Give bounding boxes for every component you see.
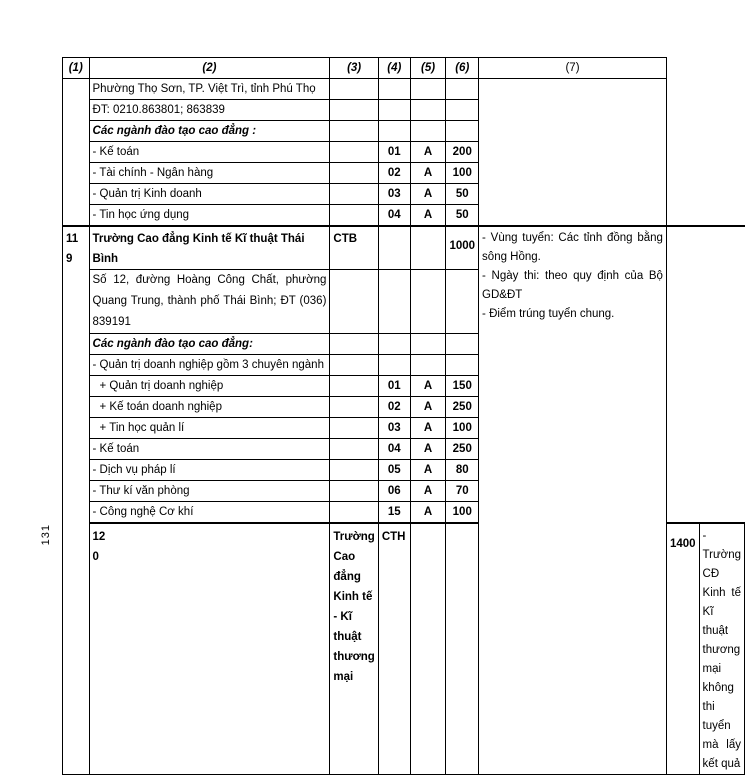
program-name: - Quản trị Kinh doanh (89, 184, 330, 205)
school-row-119 (63, 226, 745, 270)
note-line: - Điểm trúng tuyển chung. (482, 308, 615, 320)
page-number: 131 (40, 524, 52, 546)
code-cell (330, 460, 378, 481)
program-block: A (410, 397, 446, 418)
program-block: A (410, 460, 446, 481)
program-code: 01 (378, 376, 410, 397)
code-cell (330, 439, 378, 460)
header-col-6: (6) (446, 58, 479, 79)
code-cell (330, 397, 378, 418)
header-col-2: (2) (89, 58, 330, 79)
program-block: A (410, 376, 446, 397)
header-col-4: (4) (378, 58, 410, 79)
school-code: CTH (378, 523, 410, 775)
program-block: A (410, 205, 446, 227)
school-total: 1000 (446, 226, 479, 270)
program-quota: 100 (446, 418, 479, 439)
school-name: Trường Cao đẳng Kinh tế Kĩ thuật Thái Bình (89, 226, 330, 270)
program-code: 02 (378, 163, 410, 184)
program-name: + Tin học quản lí (89, 418, 330, 439)
program-name: + Kế toán doanh nghiệp (89, 397, 330, 418)
school-code: CTB (330, 226, 378, 270)
program-code: 01 (378, 142, 410, 163)
program-quota: 50 (446, 184, 479, 205)
code-cell (330, 418, 378, 439)
code-cell (330, 376, 378, 397)
program-quota: 70 (446, 481, 479, 502)
program-block: A (410, 502, 446, 524)
phone-line: ĐT: 0210.863801; 863839 (89, 100, 330, 121)
program-code: 03 (378, 184, 410, 205)
school-number (63, 226, 90, 775)
school-notes (479, 226, 667, 775)
program-quota: 200 (446, 142, 479, 163)
table-row (63, 79, 745, 100)
notes-cell (479, 79, 667, 227)
school-number-line2: 9 (66, 253, 73, 265)
note-line: - Ngày thi: theo quy định của Bộ GD&ĐT (482, 270, 663, 301)
row-number-cell (63, 79, 90, 227)
program-name: - Thư kí văn phòng (89, 481, 330, 502)
header-col-1: (1) (63, 58, 90, 79)
program-quota: 100 (446, 502, 479, 524)
school-number-line1: 12 (92, 531, 106, 543)
program-block: A (410, 481, 446, 502)
program-code: 04 (378, 205, 410, 227)
program-code: 04 (378, 439, 410, 460)
empty-cell (410, 523, 446, 775)
admissions-table (62, 57, 745, 775)
header-col-3: (3) (330, 58, 378, 79)
header-col-5: (5) (410, 58, 446, 79)
program-quota: 150 (446, 376, 479, 397)
code-cell (330, 481, 378, 502)
school-name: Trường Cao đẳng Kinh tế - Kĩ thuật thương mại (330, 523, 378, 775)
empty-cell (446, 523, 479, 775)
programs-heading: Các ngành đào tạo cao đẳng : (89, 121, 330, 142)
header-row (63, 58, 745, 79)
program-name: + Quản trị doanh nghiệp (89, 376, 330, 397)
school-number-line1: 11 (66, 233, 79, 245)
program-code: 05 (378, 460, 410, 481)
program-block: A (410, 439, 446, 460)
header-col-7: (7) (479, 58, 667, 79)
code-cell (330, 502, 378, 524)
code-cell (330, 79, 378, 100)
program-name: - Công nghệ Cơ khí (89, 502, 330, 524)
program-quota: 100 (446, 163, 479, 184)
program-code: 03 (378, 418, 410, 439)
program-name: - Dịch vụ pháp lí (89, 460, 330, 481)
group-heading: - Quản trị doanh nghiệp gồm 3 chuyên ngành (89, 355, 330, 376)
school-number-line2: 0 (92, 551, 99, 563)
program-name: - Kế toán (89, 142, 330, 163)
program-code: 15 (378, 502, 410, 524)
address-line: Phường Thọ Sơn, TP. Việt Trì, tỉnh Phú Thọ (89, 79, 330, 100)
program-quota: 50 (446, 205, 479, 227)
program-quota: 80 (446, 460, 479, 481)
school-address: Số 12, đường Hoàng Công Chất, phường Quang Trung, thành phố Thái Bình; ĐT (036) 839191 (89, 270, 330, 334)
program-quota: 250 (446, 439, 479, 460)
program-block: A (410, 418, 446, 439)
program-name: - Tài chính - Ngân hàng (89, 163, 330, 184)
school-total: 1400 (666, 523, 699, 775)
program-code: 02 (378, 397, 410, 418)
school-number (89, 523, 330, 775)
school-notes: - Trường CĐ Kinh tế Kĩ thuật thương mại không thi tuyển mà lấy kết quả (699, 523, 744, 775)
note-line: - Vùng tuyển: Các tỉnh đồng bằng sông Hồng. (482, 232, 663, 263)
program-name: - Tin học ứng dụng (89, 205, 330, 227)
program-block: A (410, 184, 446, 205)
programs-heading: Các ngành đào tạo cao đẳng: (89, 334, 330, 355)
program-code: 06 (378, 481, 410, 502)
program-block: A (410, 163, 446, 184)
program-name: - Kế toán (89, 439, 330, 460)
program-quota: 250 (446, 397, 479, 418)
program-block: A (410, 142, 446, 163)
